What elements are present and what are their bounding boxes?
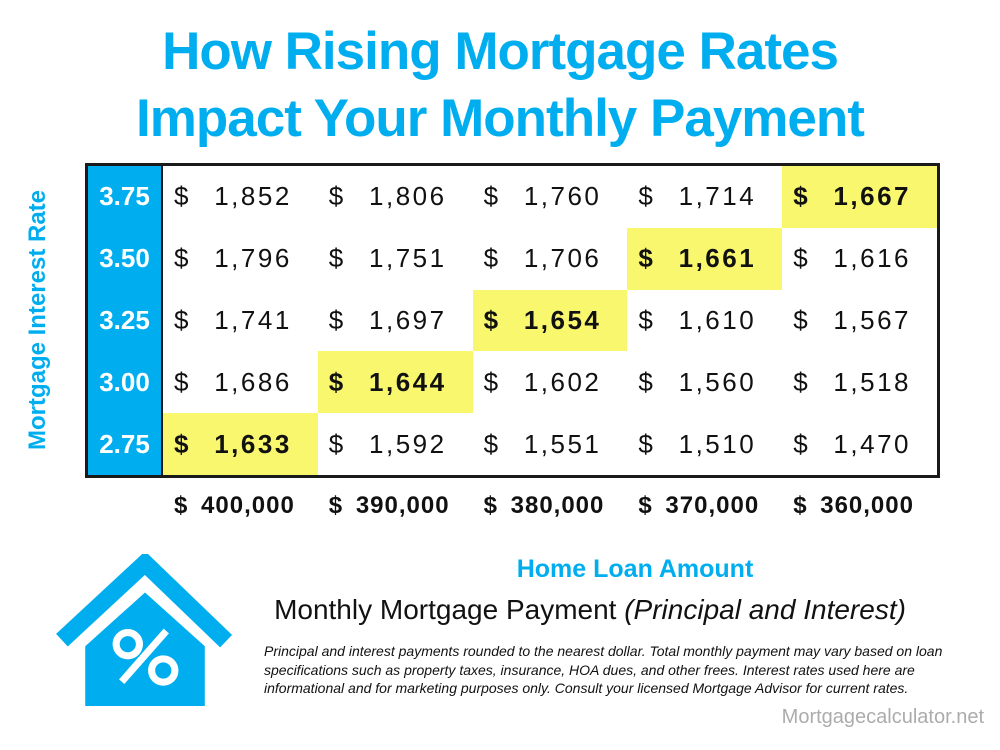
payment-table — [85, 163, 940, 478]
currency-symbol: $ — [793, 492, 807, 519]
payment-value: 1,560 — [678, 366, 757, 397]
home-loan-amount-axis-label: Home Loan Amount — [516, 555, 754, 583]
page-title — [0, 18, 1000, 152]
payment-subtitle — [240, 594, 940, 626]
loan-amount-value: 360,000 — [820, 492, 914, 519]
rate-cell: 3.50 — [88, 228, 163, 290]
house-percent-icon — [56, 554, 232, 706]
payment-value: 1,551 — [523, 428, 602, 459]
currency-symbol: $ — [328, 428, 344, 459]
payment-cell — [782, 228, 937, 290]
payment-value: 1,610 — [678, 304, 757, 335]
payment-cell — [163, 166, 318, 228]
payment-cell — [473, 228, 628, 290]
payment-cell-highlighted — [163, 413, 318, 475]
currency-symbol: $ — [638, 181, 653, 212]
payment-cell — [473, 166, 628, 228]
payment-cell — [782, 290, 937, 352]
loan-amount-value: 400,000 — [201, 492, 295, 519]
payment-cell — [163, 228, 318, 290]
subtitle-main: Monthly Mortgage Payment — [274, 594, 625, 625]
rate-cell: 2.75 — [88, 413, 163, 475]
currency-symbol: $ — [793, 304, 808, 335]
currency-symbol: $ — [793, 366, 808, 397]
mortgage-interest-rate-axis-label: Mortgage Interest Rate — [24, 189, 51, 451]
payment-cell — [163, 290, 318, 352]
currency-symbol: $ — [793, 243, 808, 274]
loan-amount-value: 370,000 — [665, 492, 760, 519]
payment-value: 1,760 — [523, 181, 602, 212]
subtitle-italic: (Principal and Interest) — [624, 594, 906, 625]
payment-value: 1,667 — [833, 181, 911, 212]
payment-cell-highlighted — [627, 228, 782, 290]
currency-symbol: $ — [174, 428, 189, 459]
loan-amount-cell — [319, 490, 474, 522]
payment-cell — [473, 351, 628, 413]
payment-value: 1,602 — [523, 366, 602, 397]
currency-symbol: $ — [174, 366, 189, 397]
title-line-2: Impact Your Monthly Payment — [136, 89, 864, 148]
payment-value: 1,852 — [214, 181, 292, 212]
currency-symbol: $ — [328, 366, 344, 397]
payment-cell — [473, 413, 628, 475]
payment-value: 1,714 — [678, 181, 757, 212]
payment-cell — [627, 413, 782, 475]
currency-symbol: $ — [174, 243, 189, 274]
currency-symbol: $ — [328, 181, 344, 212]
payment-cell — [163, 351, 318, 413]
rate-cell: 3.25 — [88, 290, 163, 352]
currency-symbol: $ — [328, 304, 344, 335]
currency-symbol: $ — [483, 181, 499, 212]
payment-cell — [318, 290, 473, 352]
payment-value: 1,751 — [369, 243, 447, 274]
currency-symbol: $ — [483, 304, 499, 335]
payment-value: 1,633 — [214, 428, 292, 459]
payment-value: 1,644 — [369, 366, 447, 397]
title-line-1: How Rising Mortgage Rates — [162, 22, 838, 81]
currency-symbol: $ — [638, 428, 653, 459]
payment-value: 1,741 — [214, 304, 292, 335]
watermark-text: Mortgagecalculator.net — [781, 706, 984, 728]
loan-amount-cell — [474, 490, 629, 522]
payment-cell — [782, 413, 937, 475]
loan-amount-cell — [783, 490, 938, 522]
loan-amount-value: 390,000 — [355, 492, 450, 519]
currency-symbol: $ — [174, 181, 189, 212]
loan-amount-cell — [628, 490, 783, 522]
payment-value: 1,616 — [833, 243, 911, 274]
currency-symbol: $ — [793, 428, 808, 459]
payment-cell — [627, 290, 782, 352]
payment-cell — [627, 166, 782, 228]
payment-value: 1,654 — [523, 304, 602, 335]
payment-value: 1,510 — [678, 428, 757, 459]
currency-symbol: $ — [174, 492, 188, 519]
rate-cell: 3.75 — [88, 166, 163, 228]
currency-symbol: $ — [638, 243, 653, 274]
loan-amount-value: 380,000 — [510, 492, 605, 519]
payment-value: 1,592 — [369, 428, 447, 459]
currency-symbol: $ — [328, 243, 344, 274]
currency-symbol: $ — [483, 243, 499, 274]
payment-value: 1,706 — [523, 243, 602, 274]
payment-cell-highlighted — [473, 290, 628, 352]
currency-symbol: $ — [638, 492, 652, 519]
rate-cell: 3.00 — [88, 351, 163, 413]
disclaimer-text: Principal and interest payments rounded to the nearest dollar. Total monthly payment may vary based on loan specifications such as property taxes, insurance, HOA dues, and other frees. Interest rates used here are informational and for marketing purposes only. Consult your licensed Mortgage Advisor for current rates. — [264, 643, 943, 696]
currency-symbol: $ — [638, 304, 653, 335]
payment-value: 1,661 — [678, 243, 757, 274]
payment-cell-highlighted — [782, 166, 937, 228]
payment-value: 1,806 — [369, 181, 447, 212]
payment-value: 1,567 — [833, 304, 911, 335]
currency-symbol: $ — [483, 366, 499, 397]
currency-symbol: $ — [483, 492, 497, 519]
loan-amount-cell — [164, 490, 319, 522]
payment-cell — [318, 228, 473, 290]
payment-cell — [318, 413, 473, 475]
payment-value: 1,518 — [833, 366, 911, 397]
payment-value: 1,470 — [833, 428, 911, 459]
currency-symbol: $ — [638, 366, 653, 397]
payment-cell — [318, 166, 473, 228]
payment-cell — [627, 351, 782, 413]
currency-symbol: $ — [793, 181, 808, 212]
currency-symbol: $ — [328, 492, 343, 519]
payment-cell-highlighted — [318, 351, 473, 413]
loan-amount-row — [164, 490, 938, 522]
payment-value: 1,796 — [214, 243, 292, 274]
payment-value: 1,697 — [369, 304, 447, 335]
currency-symbol: $ — [174, 304, 189, 335]
payment-cell — [782, 351, 937, 413]
currency-symbol: $ — [483, 428, 499, 459]
payment-value: 1,686 — [214, 366, 292, 397]
